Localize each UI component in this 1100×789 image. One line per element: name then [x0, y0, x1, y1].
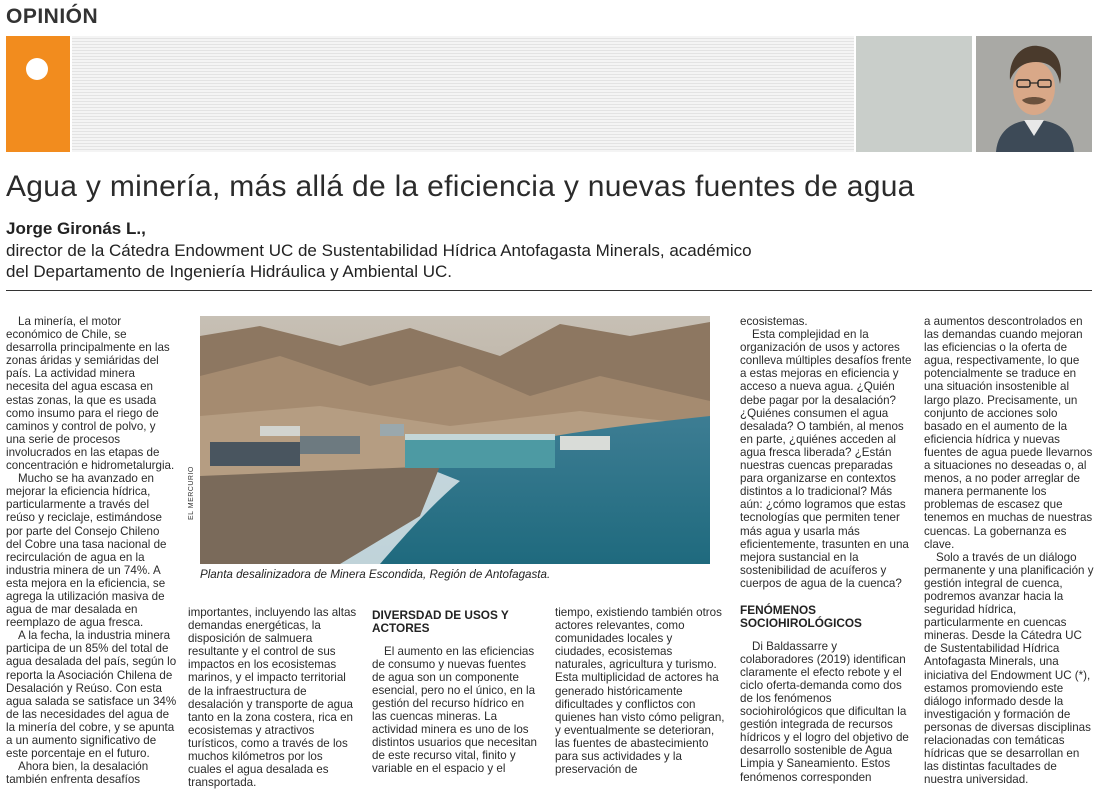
- author-name: Jorge Gironás L.,: [6, 219, 146, 238]
- paragraph: importantes, incluyendo las altas demandas energéticas, la disposición de salmuera resultante y el control de sus impactos en los ecosistemas marinos, y el impacto territorial de la infraestructura de desalación y transporte de agua tanto en la zona costera, rica en ecosistemas y atractivos turísticos, como a través de los muchos kilómetros por los cuales el agua desalada es transportada.: [188, 606, 357, 789]
- headline: Agua y minería, más allá de la eficiencia y nuevas fuentes de agua: [6, 170, 915, 203]
- column-5: [740, 315, 912, 784]
- header-banner: [6, 36, 1092, 152]
- column-1: [6, 315, 178, 787]
- column-6: [924, 315, 1096, 787]
- paragraph: Ahora bien, la desalación también enfrenta desafíos: [6, 760, 149, 787]
- paragraph: Esta complejidad en la organización de usos y actores conlleva múltiples desafíos frente a estas mejoras en eficiencia y acceso a nueva agua. ¿Quién debe pagar por la desalación? ¿Quiénes consumen el agua desalada? O también, al menos en parte, ¿quiénes acceden al agua fresca liberada? ¿Están nuestras cuencas preparadas para organizarse en contextos distintos a lo tradicional? Más aún: ¿cómo logramos que estas tecnologías que permiten tener más agua y usarla más eficientemente, trasunten en una mejora sustancial en la sostenibilidad de acuíferos y cuerpos de agua de la cuenca?: [740, 328, 912, 590]
- subheading: FENÓMENOS SOCIOHIROLÓGICOS: [740, 602, 862, 631]
- paragraph: ecosistemas.: [740, 315, 808, 328]
- author-portrait: [976, 36, 1092, 152]
- grey-block: [856, 36, 972, 152]
- divider: [6, 290, 1092, 291]
- circle-icon: [26, 58, 48, 80]
- paragraph: a aumentos descontrolados en las demandas cuando mejoran las eficiencias o la oferta de agua, respectivamente, lo que potencialmente se traduce en una situación insostenible al largo plazo. Precisamente, un conjunto de acciones solo basado en el aumento de la eficiencia hídrica y nuevas fuentes de agua puede llevarnos a situaciones no deseadas o, al menos, a no poder arreglar de manera permanente los problemas de escasez que tenemos en muchas de nuestras cuencas. La gobernanza es clave.: [924, 315, 1093, 551]
- hatched-band: [72, 36, 854, 152]
- desalination-plant-image: [200, 316, 710, 564]
- column-3: [372, 606, 542, 776]
- portrait-illustration: [976, 36, 1092, 152]
- paragraph: La minería, el motor económico de Chile, se desarrolla principalmente en las zonas áridas y semiáridas del país. La actividad minera necesita del agua escasa en estas zonas, la que es usada como insumo para el riego de caminos y control de polvo, y una serie de procesos involucrados en las etapas de concentración e hidrometalurgia.: [6, 315, 175, 473]
- section-label: OPINIÓN: [6, 5, 99, 28]
- paragraph: Solo a través de un diálogo permanente y una planificación y gestión integral de cuenca, podremos avanzar hacia la seguridad hídrica, particularmente en cuencas mineras. Desde la Cátedra UC de Sustentabilidad Hídrica Antofagasta Minerals, una iniciativa del Endowment UC (*), estamos promoviendo este diálogo informado desde la investigación y formación de personas de diversas disciplinas relacionadas con temáticas hídricas que se desarrollan en las distintas facultades de nuestra universidad.: [924, 550, 1094, 787]
- orange-badge: [6, 36, 70, 152]
- photo-credit: EL MERCURIO: [188, 466, 195, 520]
- column-4: [555, 606, 725, 777]
- paragraph: tiempo, existiendo también otros actores relevantes, como comunidades locales y ciudades, ecosistemas naturales, agricultura y turismo. Esta multiplicidad de actores ha generado históricamente dificultades y conflictos con quienes han visto cómo peligran, y eventualmente se deterioran, las fuentes de abastecimiento para sus actividades y la preservación de: [555, 606, 725, 777]
- paragraph: Mucho se ha avanzado en mejorar la eficiencia hídrica, particularmente a través del reúso y reciclaje, estimándose por parte del Consejo Chileno del Cobre una tasa nacional de recirculación de agua en la industria minera de un 74%. A esta mejora en la eficiencia, se agrega la utilización masiva de agua de mar desalada en reemplazo de agua fresca.: [6, 472, 167, 630]
- paragraph: Di Baldassarre y colaboradores (2019) identifican claramente el efecto rebote y el ciclo oferta-demanda como dos de los fenómenos sociohirológicos que dificultan la gestión integrada de recursos hídricos y el logro del objetivo de desarrollo sostenible de Agua Limpia y Saneamiento. Estos fenómenos corresponden: [740, 639, 909, 784]
- photo-caption: Planta desalinizadora de Minera Escondida, Región de Antofagasta.: [200, 568, 551, 581]
- author-role: director de la Cátedra Endowment UC de Sustentabilidad Hídrica Antofagasta Minerals, académico del Departamento de Ingeniería Hidráulica y Ambiental UC.: [6, 241, 752, 281]
- paragraph: A la fecha, la industria minera participa de un 85% del total de agua desalada del país, según lo reporta la Asociación Chilena de Desalación y Reúso. Con esta agua salada se satisface un 34% de las necesidades del agua de la minería del cobre, y se apunta a un aumento significativo de este porcentaje en el futuro.: [6, 629, 177, 761]
- subheading: DIVERSDAD DE USOS Y ACTORES: [372, 608, 509, 636]
- column-2: [188, 606, 358, 789]
- article-photo: [200, 316, 710, 564]
- paragraph: El aumento en las eficiencias de consumo y nuevas fuentes de agua son un componente esencial, pero no el único, en la gestión del recurso hídrico en las cuencas mineras. La actividad minera es uno de los distintos usuarios que necesitan de este recurso vital, finito y variable en el espacio y el: [372, 644, 537, 776]
